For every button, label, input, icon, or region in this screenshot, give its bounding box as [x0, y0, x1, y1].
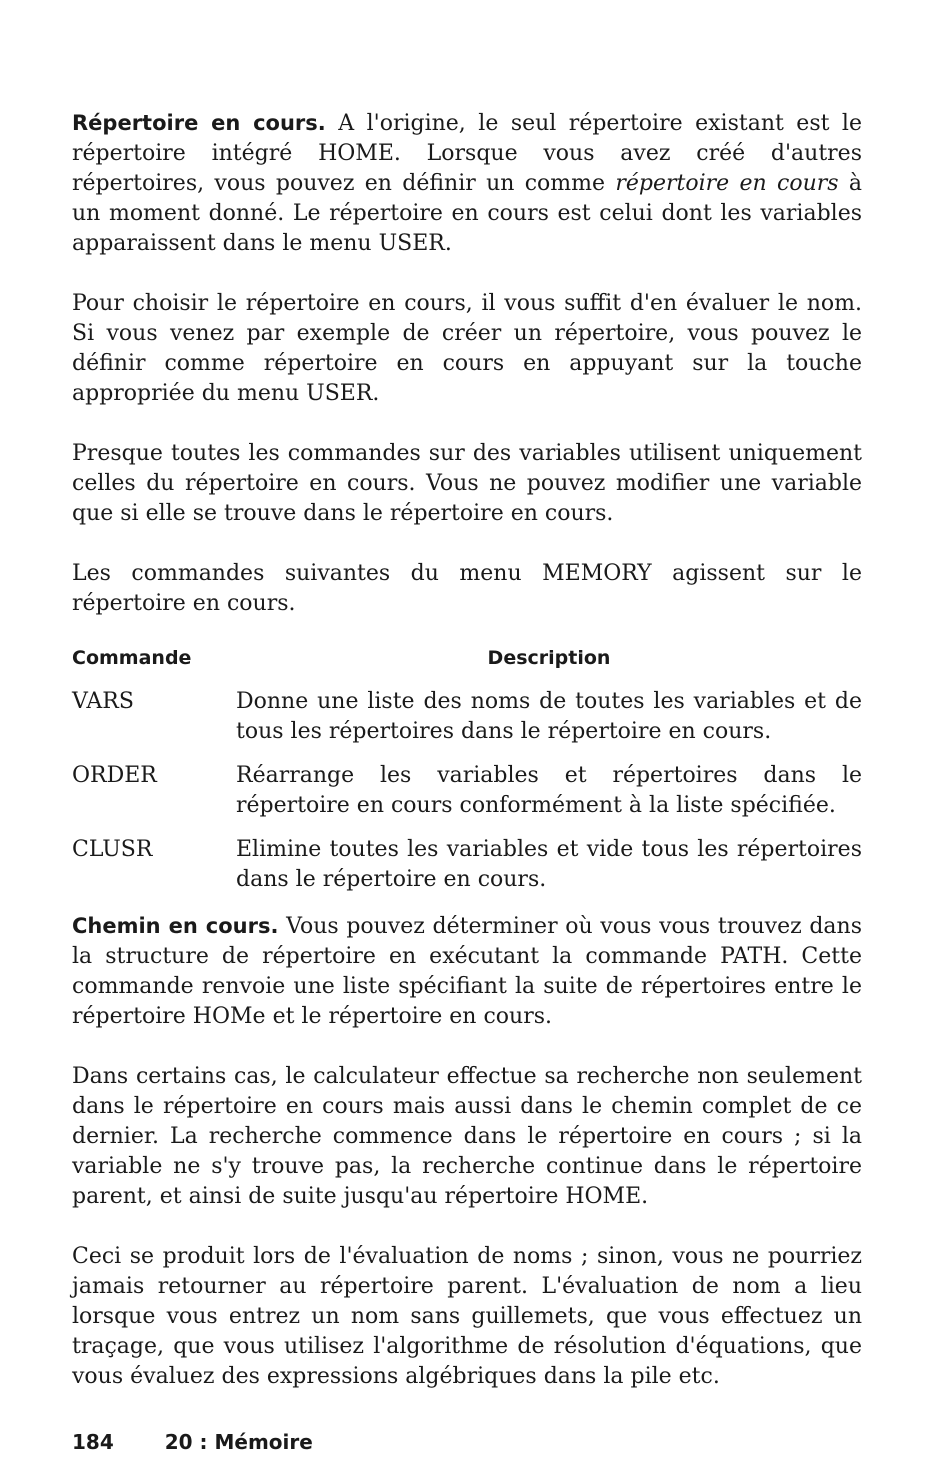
- command-description: Elimine toutes les variables et vide tous les répertoires dans le répertoire en cours.: [236, 837, 862, 892]
- paragraph-repertoire-en-cours: [72, 108, 862, 259]
- header-command: Commande: [72, 647, 192, 669]
- emphasis-term: répertoire en cours: [615, 171, 839, 196]
- paragraph-menu-memory: Les commandes suivantes du menu MEMORY agissent sur le répertoire en cours.: [72, 561, 862, 616]
- paragraph-choisir: Pour choisir le répertoire en cours, il vous suffit d'en évaluer le nom. Si vous venez par exemple de créer un répertoire, vous pouvez le définir comme répertoire en cours en appuyant sur la touche appropriée du menu USER.: [72, 291, 862, 406]
- command-description: Réarrange les variables et répertoires dans le répertoire en cours conformément à la liste spécifiée.: [236, 763, 862, 818]
- command-description: Donne une liste des noms de toutes les variables et de tous les répertoires dans le répertoire en cours.: [236, 689, 862, 744]
- paragraph-evaluation: Ceci se produit lors de l'évaluation de noms ; sinon, vous ne pourriez jamais retourner au répertoire parent. L'évaluation de nom a lieu lorsque vous entrez un nom sans guillemets, que vous effectuez un traçage, que vous utilisez l'algorithme de résolution d'équations, que vous évaluez des expressions algébriques dans la pile etc.: [72, 1244, 862, 1389]
- table-row: [72, 835, 862, 895]
- table-row: [72, 761, 862, 821]
- paragraph-text: Vous pouvez déterminer où vous vous trouvez dans la structure de répertoire en exécutant la commande PATH. Cette commande renvoie une liste spécifiant la suite de répertoires entre le répertoire HOMe et le répertoire en cours.: [72, 914, 862, 1029]
- table-header: [72, 647, 862, 669]
- command-name: CLUSR: [72, 837, 153, 862]
- header-description: Description: [487, 647, 611, 669]
- run-in-heading: Chemin en cours.: [72, 914, 279, 938]
- paragraph-commandes-variables: Presque toutes les commandes sur des variables utilisent uniquement celles du répertoire en cours. Vous ne pouvez modifier une variable que si elle se trouve dans le répertoire en cours.: [72, 441, 862, 526]
- paragraph-chemin-en-cours: [72, 911, 862, 1032]
- page-number: 184: [72, 1430, 114, 1454]
- page-footer: [72, 1430, 313, 1454]
- run-in-heading: Répertoire en cours.: [72, 111, 326, 135]
- paragraph-recherche: Dans certains cas, le calculateur effectue sa recherche non seulement dans le répertoire en cours mais aussi dans le chemin complet de ce dernier. La recherche commence dans le répertoire en cours ; si la variable ne s'y trouve pas, la recherche continue dans le répertoire parent, et ainsi de suite jusqu'au répertoire HOME.: [72, 1064, 862, 1209]
- command-name: ORDER: [72, 763, 157, 788]
- command-name: VARS: [72, 689, 134, 714]
- command-table: [72, 647, 862, 895]
- paragraph-text: à un moment donné. Le répertoire en cours est celui dont les variables apparaissent dans le menu USER.: [72, 171, 863, 256]
- paragraph-text: A l'origine, le seul répertoire existant est le répertoire intégré HOME. Lorsque vous avez créé d'autres répertoires, vous pouvez en définir un comme: [72, 111, 862, 196]
- chapter-title: 20 : Mémoire: [164, 1430, 313, 1454]
- table-row: [72, 687, 862, 747]
